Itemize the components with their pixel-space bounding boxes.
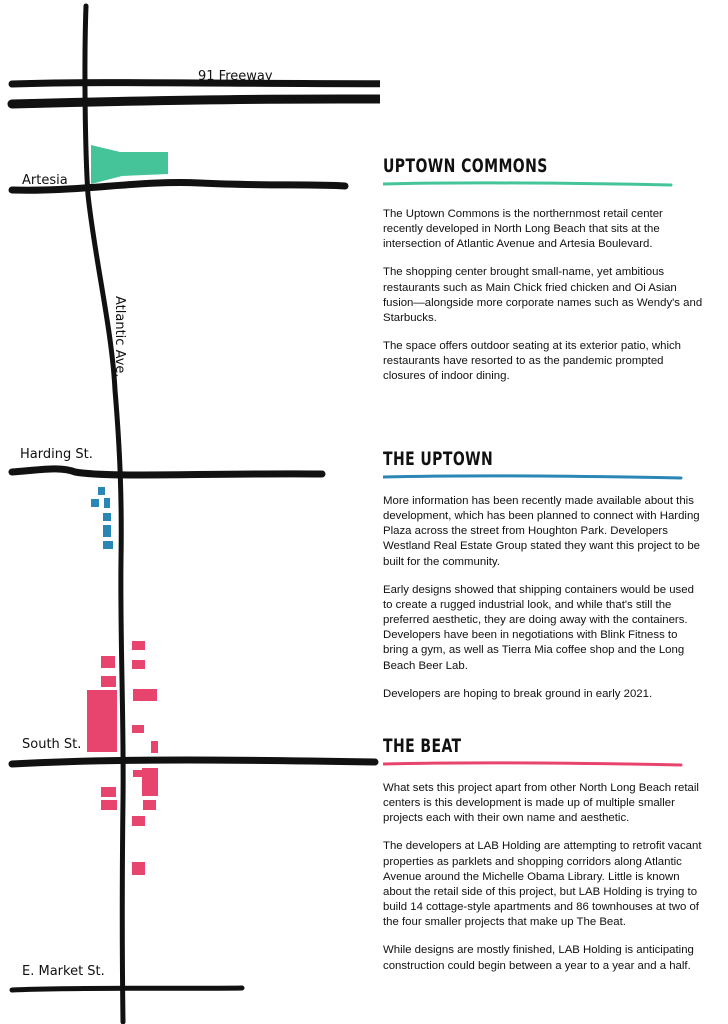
- freeway-label: 91 Freeway: [198, 69, 273, 84]
- harding-st-road: [12, 469, 322, 475]
- section-title: UPTOWN COMMONS: [383, 155, 548, 177]
- section-paragraph: While designs are mostly finished, LAB Holding is anticipating construction could begin between a year to a year and a half.: [383, 944, 694, 972]
- beat-parcel: [133, 770, 142, 777]
- beat-parcel: [132, 816, 145, 826]
- uptown-parcel: [103, 525, 111, 537]
- section-paragraph: The developers at LAB Holding are attempting to retrofit vacant properties as parklets and shopping corridors along Atlantic Avenue around the Michelle Obama Library. Little is known about the retail side of this project, but LAB Holding is trying to build 14 cottage-style apartments and 86 townhouses at two of the four smaller projects that make up The Beat.: [383, 840, 702, 929]
- section-title: THE BEAT: [383, 735, 462, 757]
- beat-parcel: [101, 787, 116, 797]
- section-paragraph: More information has been recently made available about this development, which has been planned to connect with Harding Plaza across the street from Houghton Park. Developers Westland Real Estate Group stated they want this project to be built for the community.: [383, 495, 701, 568]
- section-paragraph: The shopping center brought small-name, yet ambitious restaurants such as Main Chick fried chicken and Oi Asian fusion—alongside more corporate names such as Wendy's and Starbucks.: [383, 266, 703, 324]
- the-uptown-parcels: [91, 487, 113, 549]
- beat-parcel: [132, 660, 145, 669]
- freeway-road-lower: [12, 99, 380, 104]
- freeway-road-upper: [12, 83, 380, 84]
- section-paragraph: What sets this project apart from other North Long Beach retail centers is this development is made up of multiple smaller projects each with their own name and aesthetic.: [383, 782, 699, 825]
- the-uptown-section: [383, 448, 703, 715]
- beat-parcel: [101, 676, 116, 687]
- beat-parcel: [151, 741, 158, 753]
- beat-parcel: [132, 725, 144, 733]
- uptown-parcel: [103, 513, 111, 521]
- section-paragraph: Early designs showed that shipping containers would be used to create a rugged industrial look, and while that's still the preferred aesthetic, they are doing away with the containers. Developers have been in negotiations with Blink Fitness to bring a gym, as well as Tierra Mia coffee shop and the Long Beach Beer Lab.: [383, 583, 694, 672]
- accent-underline: [383, 181, 673, 187]
- uptown-parcel: [103, 541, 113, 549]
- beat-parcel: [101, 656, 115, 668]
- accent-underline: [383, 761, 683, 767]
- south-st-road: [12, 760, 375, 764]
- uptown-parcel: [98, 487, 105, 495]
- section-paragraph: Developers are hoping to break ground in early 2021.: [383, 687, 653, 700]
- beat-parcel: [133, 689, 157, 701]
- beat-parcel: [142, 768, 158, 796]
- south-label: South St.: [22, 737, 82, 752]
- harding-label: Harding St.: [20, 447, 93, 462]
- beat-parcel: [132, 641, 145, 650]
- uptown-parcel: [104, 498, 110, 508]
- uptown-parcel: [91, 499, 99, 507]
- artesia-label: Artesia: [22, 173, 68, 188]
- beat-parcel: [143, 800, 156, 810]
- section-paragraph: The Uptown Commons is the northernmost retail center recently developed in North Long Beach that sits at the intersection of Atlantic Avenue and Artesia Boulevard.: [383, 208, 663, 251]
- e-market-st-road: [12, 988, 242, 990]
- beat-parcel: [87, 690, 117, 752]
- uptown-commons-parcel: [91, 145, 168, 184]
- section-title: THE UPTOWN: [383, 448, 494, 470]
- beat-parcel: [101, 800, 117, 810]
- uptown-commons-section: [383, 155, 703, 398]
- the-beat-section: [383, 735, 703, 987]
- accent-underline: [383, 474, 683, 480]
- atlantic-label: Atlantic Ave.: [112, 296, 127, 378]
- market-label: E. Market St.: [22, 964, 105, 979]
- beat-parcel: [132, 862, 145, 875]
- section-paragraph: The space offers outdoor seating at its exterior patio, which restaurants have resorted to as the pandemic prompted closures of indoor dining.: [383, 340, 682, 383]
